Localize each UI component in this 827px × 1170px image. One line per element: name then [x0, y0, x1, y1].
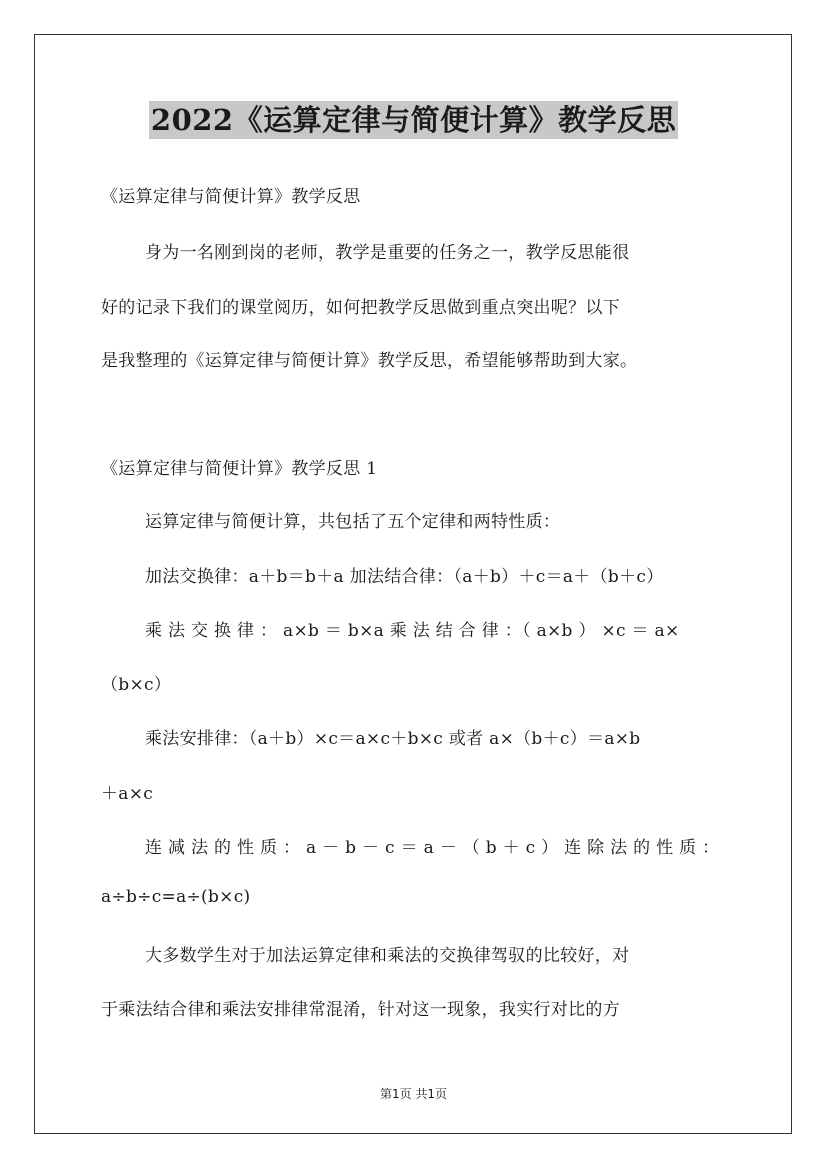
intro-line-1: 身为一名刚到岗的老师，教学是重要的任务之一，教学反思能很: [145, 243, 630, 263]
body-line-7: 连 减 法 的 性 质 ： a － b － c ＝ a － （ b ＋ c ） 连 除 法 的 性 质 ：: [145, 838, 720, 858]
body-line-6: ＋a×c: [101, 784, 154, 804]
document-title-wrap: [0, 98, 827, 139]
intro-line-2: 好的记录下我们的课堂阅历，如何把教学反思做到重点突出呢？以下: [101, 298, 620, 318]
section-heading: 《运算定律与简便计算》教学反思 1: [101, 459, 378, 479]
body-line-2: 加法交换律：a＋b＝b＋a 加法结合律：（a＋b）＋c＝a＋（b＋c）: [145, 567, 664, 587]
document-title: 2022《运算定律与简便计算》教学反思: [150, 103, 677, 137]
subtitle: 《运算定律与简便计算》教学反思: [101, 187, 361, 207]
page-footer: 第1页 共1页: [379, 1087, 448, 1101]
body-line-4: （b×c）: [101, 675, 172, 695]
body-line-5: 乘法安排律：（a＋b）×c＝a×c＋b×c 或者 a×（b＋c）＝a×b: [145, 729, 641, 749]
body-line-10: 于乘法结合律和乘法安排律常混淆，针对这一现象，我实行对比的方: [101, 1000, 620, 1020]
body-line-1: 运算定律与简便计算，共包括了五个定律和两特性质：: [145, 512, 561, 532]
body-line-9: 大多数学生对于加法运算定律和乘法的交换律驾驭的比较好，对: [145, 946, 630, 966]
intro-line-3: 是我整理的《运算定律与简便计算》教学反思，希望能够帮助到大家。: [101, 351, 638, 371]
body-line-8: a÷b÷c=a÷(b×c): [101, 887, 251, 907]
body-line-3: 乘 法 交 换 律 ： a×b ＝ b×a 乘 法 结 合 律 ：（ a×b ） ×c ＝ a×: [145, 621, 680, 641]
